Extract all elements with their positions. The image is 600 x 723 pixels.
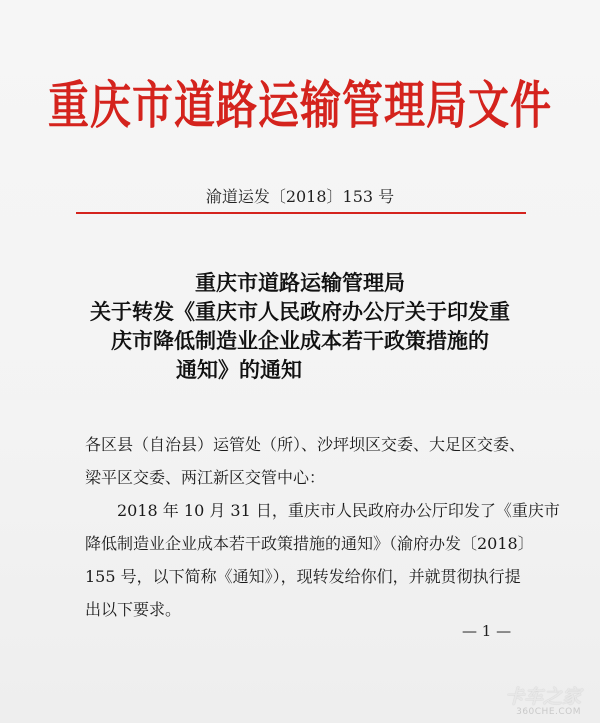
title-line: 重庆市道路运输管理局 (195, 270, 405, 295)
title-line: 庆市降低制造业企业成本若干政策措施的 (111, 328, 489, 353)
red-divider-line (76, 212, 526, 214)
watermark-url: 360CHE.COM (516, 707, 582, 717)
document-number: 渝道运发〔2018〕153 号 (205, 187, 395, 206)
title-line: 通知》的通知 (176, 357, 302, 382)
paragraph-line: 出以下要求。 (85, 600, 182, 619)
title-line: 关于转发《重庆市人民政府办公厅关于印发重 (90, 299, 510, 324)
salutation-line: 各区县（自治县）运管处（所）、沙坪坝区交委、大足区交委、 (85, 435, 526, 454)
paragraph-line: 2018 年 10 月 31 日，重庆市人民政府办公厅印发了《重庆市 (117, 501, 560, 520)
document-body (85, 428, 560, 626)
paragraph-line: 降低制造业企业成本若干政策措施的通知》（渝府办发〔2018〕 (85, 534, 534, 553)
issuer-title: 重庆市道路运输管理局文件 (48, 75, 552, 136)
watermark-logo: 卡车之家 (505, 686, 582, 708)
paragraph-line: 155 号，以下简称《通知》），现转发给你们，并就贯彻执行提 (85, 567, 521, 586)
salutation-line: 梁平区交委、两江新区交管中心： (85, 468, 326, 487)
document-title (70, 268, 530, 384)
site-watermark (505, 682, 581, 717)
page-number: — 1 — (462, 622, 512, 640)
